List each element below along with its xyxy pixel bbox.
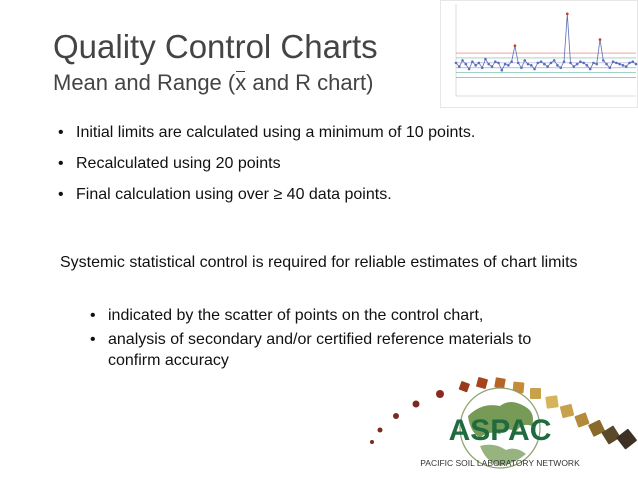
data-point bbox=[514, 44, 517, 47]
data-point bbox=[550, 62, 553, 65]
data-point bbox=[527, 63, 530, 66]
data-point bbox=[618, 63, 621, 66]
data-point bbox=[605, 63, 608, 66]
data-point bbox=[579, 60, 582, 63]
data-point bbox=[484, 58, 487, 61]
subtitle-post: and R chart) bbox=[246, 70, 374, 95]
data-point bbox=[520, 66, 523, 69]
bullet-marker: • bbox=[58, 124, 64, 141]
data-point bbox=[455, 62, 458, 65]
data-point bbox=[458, 65, 461, 68]
slide-subtitle bbox=[53, 72, 373, 94]
data-point bbox=[507, 64, 510, 67]
data-point bbox=[468, 68, 471, 71]
data-point bbox=[497, 62, 500, 65]
aspac-logo bbox=[360, 376, 638, 478]
bullet-item bbox=[56, 124, 475, 142]
subtitle-pre: Mean and Range ( bbox=[53, 70, 236, 95]
data-point bbox=[510, 60, 513, 63]
sub-bullet-text: indicated by the scatter of points on the control chart, bbox=[108, 307, 484, 324]
control-chart bbox=[440, 0, 638, 108]
data-point bbox=[494, 60, 497, 63]
data-point bbox=[478, 62, 481, 65]
data-point bbox=[523, 59, 526, 62]
data-point bbox=[599, 38, 602, 41]
data-point bbox=[576, 63, 579, 66]
bullet-item bbox=[56, 155, 475, 173]
data-point bbox=[566, 13, 569, 16]
data-point bbox=[504, 63, 507, 66]
data-point bbox=[537, 62, 540, 65]
logo-tagline: PACIFIC SOIL LABORATORY NETWORK bbox=[420, 458, 580, 468]
data-point bbox=[530, 64, 533, 67]
slide-title: Quality Control Charts bbox=[53, 28, 378, 65]
data-point bbox=[612, 60, 615, 63]
statistical-control-paragraph: Systemic statistical control is required for reliable estimates of chart limits bbox=[60, 254, 578, 271]
data-point bbox=[602, 59, 605, 62]
sub-bullet-item bbox=[88, 305, 568, 326]
data-point bbox=[540, 60, 543, 63]
data-point bbox=[573, 65, 576, 68]
bullet-marker: • bbox=[90, 307, 96, 324]
sub-bullet-list bbox=[88, 305, 568, 374]
logo-wordmark: ASPAC bbox=[448, 414, 552, 447]
data-point bbox=[501, 69, 504, 72]
data-point bbox=[559, 66, 562, 69]
bullet-marker: • bbox=[58, 155, 64, 172]
data-point bbox=[589, 68, 592, 71]
data-point bbox=[487, 63, 490, 66]
data-point bbox=[595, 63, 598, 66]
bullet-item bbox=[56, 186, 475, 204]
data-point bbox=[563, 60, 566, 63]
data-point bbox=[622, 64, 625, 67]
bullet-marker: • bbox=[58, 186, 64, 203]
data-point bbox=[625, 65, 628, 68]
x-bar-symbol: x bbox=[235, 70, 247, 95]
data-point bbox=[517, 62, 520, 65]
sub-bullet-item bbox=[88, 329, 568, 371]
data-point bbox=[609, 66, 612, 69]
bullet-text: Final calculation using over ≥ 40 data points. bbox=[76, 186, 392, 203]
data-point bbox=[491, 65, 494, 68]
data-point bbox=[631, 60, 634, 63]
data-point bbox=[471, 60, 474, 63]
data-point bbox=[628, 62, 631, 65]
data-point bbox=[569, 62, 572, 65]
data-point bbox=[546, 65, 549, 68]
data-point bbox=[582, 62, 585, 65]
data-point bbox=[586, 64, 589, 67]
chart-frame bbox=[441, 1, 638, 108]
data-point bbox=[481, 66, 484, 69]
bullet-marker: • bbox=[90, 331, 96, 348]
data-point bbox=[474, 64, 477, 67]
data-point bbox=[465, 63, 468, 66]
bullet-list bbox=[56, 124, 475, 217]
data-point bbox=[592, 62, 595, 65]
bullet-text: Recalculated using 20 points bbox=[76, 155, 281, 172]
data-point bbox=[635, 63, 638, 66]
data-point bbox=[553, 59, 556, 62]
data-point bbox=[615, 62, 618, 65]
sub-bullet-text: analysis of secondary and/or certified reference materials to confirm accuracy bbox=[108, 331, 532, 369]
bullet-text: Initial limits are calculated using a minimum of 10 points. bbox=[76, 124, 476, 141]
data-point bbox=[461, 59, 464, 62]
data-point bbox=[533, 68, 536, 71]
data-point bbox=[543, 63, 546, 66]
data-point bbox=[556, 64, 559, 67]
